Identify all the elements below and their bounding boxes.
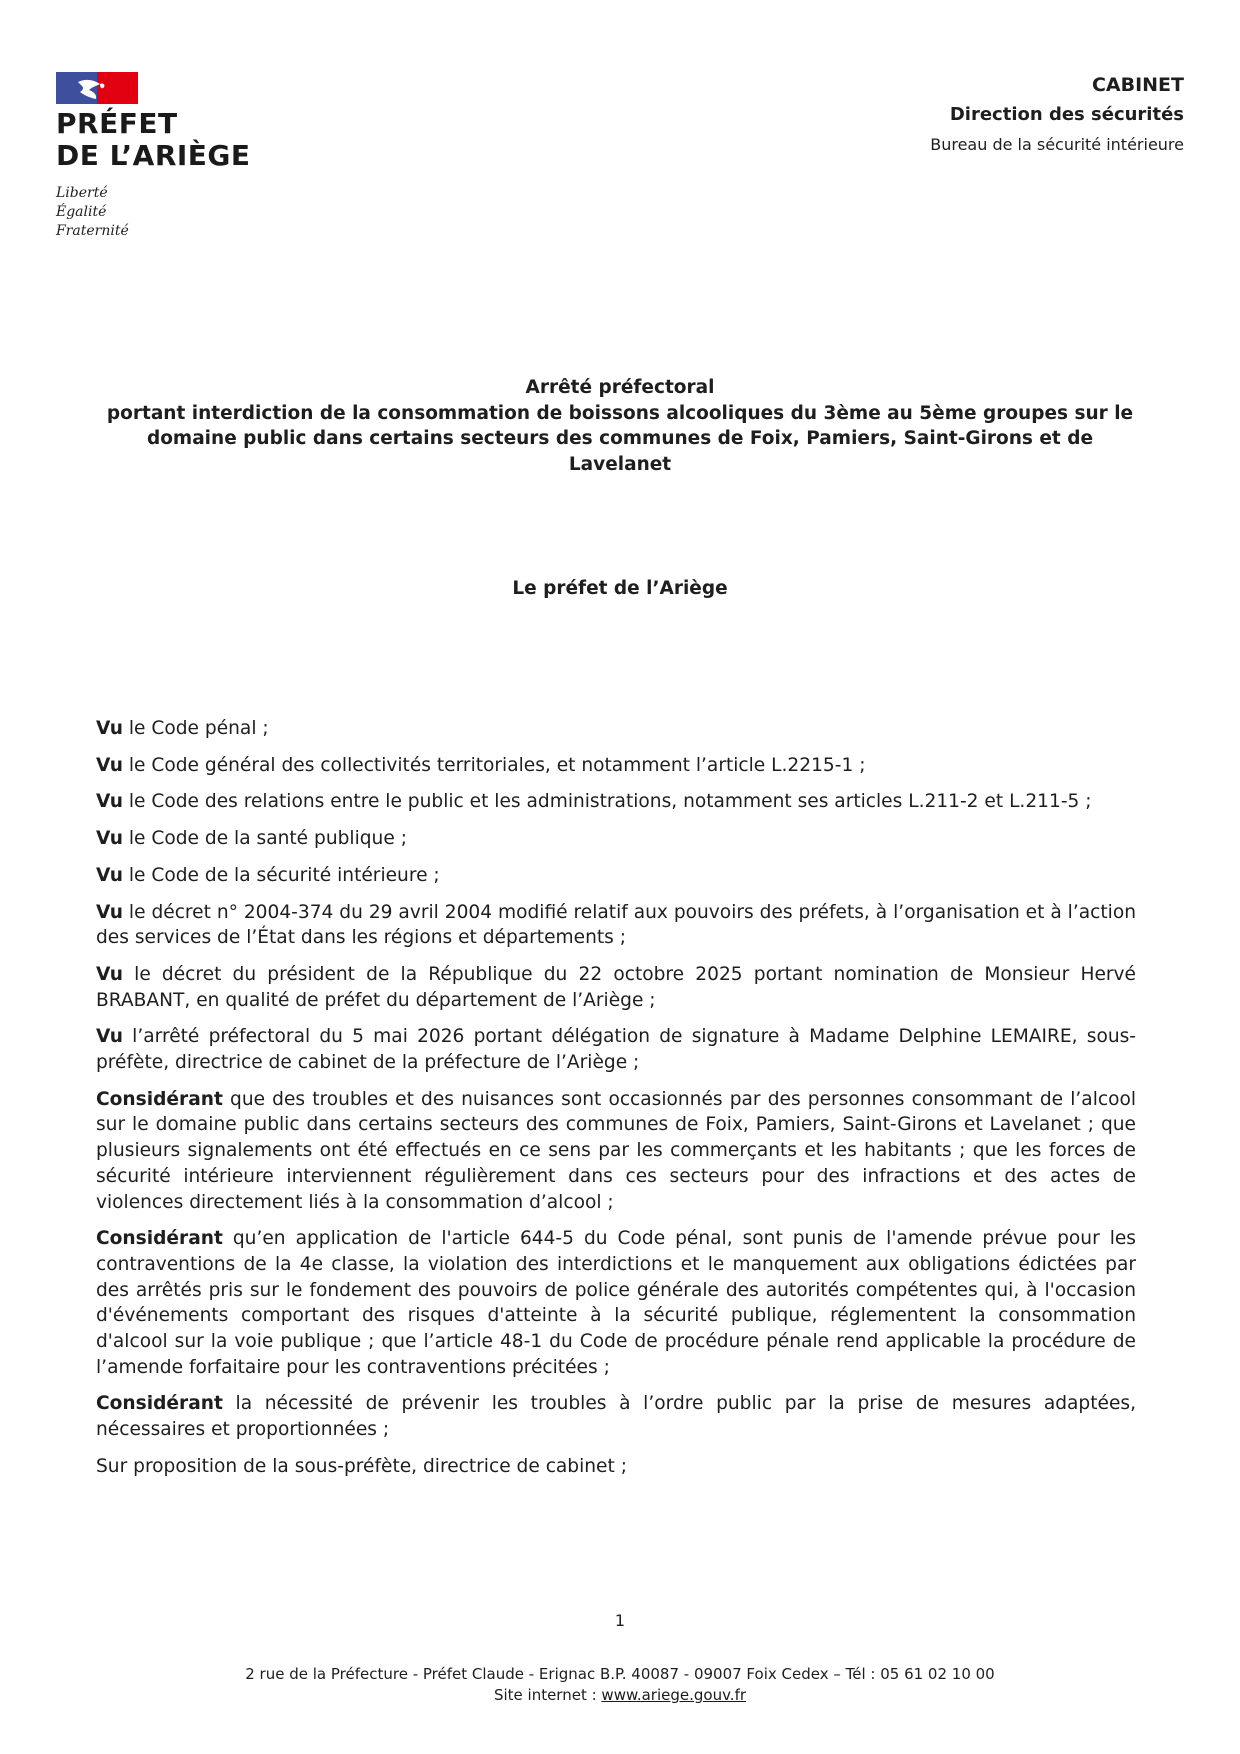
- footer-site: [0, 1685, 1240, 1706]
- marianne-flag-icon: [56, 72, 138, 104]
- logo-block: [56, 72, 316, 241]
- paragraph-text: le Code général des collectivités territoriales, et notamment l’article L.2215-1 ;: [122, 754, 866, 776]
- paragraph-text: le décret du président de la République du 22 octobre 2025 portant nomination de Monsieur Hervé BRABANT, en qualité de préfet du département de l’Ariège ;: [96, 963, 1136, 1011]
- keyword: Considérant: [96, 1393, 223, 1415]
- keyword: Vu: [96, 791, 123, 813]
- paragraph-considerant-code-penal: [96, 1226, 1136, 1380]
- bureau-label: Bureau de la sécurité intérieure: [930, 135, 1184, 154]
- keyword: Vu: [96, 754, 123, 776]
- keyword: Considérant: [96, 1228, 223, 1250]
- title-line2: portant interdiction de la consommation de boissons alcooliques du 3ème au 5ème groupes sur le: [106, 402, 1134, 424]
- paragraph-vu-delegation: [96, 1024, 1136, 1075]
- keyword: Vu: [96, 718, 123, 739]
- keyword: Vu: [96, 1026, 123, 1048]
- paragraph-text: le Code de la santé publique ;: [122, 828, 407, 850]
- service-header: [684, 72, 1184, 158]
- keyword: Considérant: [96, 1088, 223, 1110]
- prefet-name-line1: PRÉFET: [56, 107, 178, 140]
- keyword: Vu: [96, 963, 123, 985]
- keyword: Vu: [96, 901, 123, 923]
- paragraph-text: la nécessité de prévenir les troubles à l’ordre public par la prise de mesures adaptées, nécessaires et proportionnées ;: [96, 1393, 1136, 1441]
- motto-liberte: Liberté: [56, 185, 108, 201]
- paragraph-considerant-troubles: [96, 1087, 1136, 1216]
- motto-egalite: Égalité: [56, 204, 107, 220]
- footer-address: 2 rue de la Préfecture - Préfet Claude - Erignac B.P. 40087 - 09007 Foix Cedex – Tél : 05 61 02 10 00: [245, 1665, 995, 1683]
- keyword: Vu: [96, 864, 123, 886]
- document-title: [96, 375, 1144, 477]
- footer-site-label: Site internet :: [493, 1686, 602, 1704]
- paragraph-text: le Code pénal ;: [122, 718, 269, 739]
- paragraph-considerant-prevention: [96, 1391, 1136, 1442]
- cabinet-label: CABINET: [1091, 74, 1184, 96]
- footer-site-link[interactable]: www.ariege.gouv.fr: [601, 1686, 747, 1704]
- motto: [56, 184, 316, 241]
- paragraph-vu-code-penal: [96, 716, 1136, 742]
- document-body: [96, 716, 1136, 1491]
- direction-label: Direction des sécurités: [949, 104, 1184, 125]
- paragraph-text: le décret n° 2004-374 du 29 avril 2004 modifié relatif aux pouvoirs des préfets, à l’organisation et à l’action des services de l’État dans les régions et départements ;: [96, 901, 1136, 949]
- paragraph-sur-proposition: [96, 1454, 1136, 1480]
- footer: [0, 1664, 1240, 1706]
- paragraph-vu-decret-nomination: [96, 962, 1136, 1013]
- paragraph-vu-crpa: [96, 789, 1136, 815]
- paragraph-vu-decret-2004: [96, 900, 1136, 951]
- prefet-heading: Le préfet de l’Ariège: [512, 578, 728, 599]
- paragraph-vu-cgct: [96, 753, 1136, 779]
- paragraph-text: le Code des relations entre le public et les administrations, notamment ses articles L.211-2 et L.211-5 ;: [122, 791, 1092, 813]
- paragraph-text: que des troubles et des nuisances sont occasionnés par des personnes consommant de l’alcool sur le domaine public dans certains secteurs des communes de Foix, Pamiers, Saint-Girons et Lavelanet ; que plusieurs signalements ont été effectués en ce sens par les commerçants et les habitants ; que les forces de sécurité intérieure interviennent régulièrement dans ces secteurs pour des infractions et des actes de violences directement liés à la consommation d’alcool ;: [96, 1088, 1136, 1213]
- paragraph-text: qu’en application de l'article 644-5 du Code pénal, sont punis de l'amende prévue pour les contraventions de la 4e classe, la violation des interdictions et le manquement aux obligations édictées par des arrêtés pris sur le fondement des pouvoirs de police générale des autorités compétentes qui, à l'occasion d'événements comportant des risques d'atteinte à la sécurité publique, réglementent la consommation d'alcool sur la voie publique ; que l’article 48-1 du Code de procédure pénale rend applicable la procédure de l’amende forfaitaire pour les contraventions précitées ;: [96, 1228, 1136, 1378]
- paragraph-text: le Code de la sécurité intérieure ;: [122, 864, 440, 886]
- paragraph-text: Sur proposition de la sous-préfète, directrice de cabinet ;: [96, 1455, 627, 1477]
- prefet-name: [56, 108, 316, 172]
- title-line1: Arrêté préfectoral: [525, 377, 715, 398]
- title-line3: domaine public dans certains secteurs des communes de Foix, Pamiers, Saint-Girons et de Lavelanet: [146, 428, 1094, 475]
- prefet-name-line2: DE L’ARIÈGE: [56, 139, 251, 172]
- paragraph-text: l’arrêté préfectoral du 5 mai 2026 portant délégation de signature à Madame Delphine LEMAIRE, sous-préfète, directrice de cabinet de la préfecture de l’Ariège ;: [96, 1026, 1136, 1074]
- page-number: 1: [614, 1611, 626, 1630]
- paragraph-vu-sante: [96, 826, 1136, 852]
- motto-fraternite: Fraternité: [56, 223, 129, 239]
- keyword: Vu: [96, 828, 123, 850]
- paragraph-vu-securite: [96, 863, 1136, 889]
